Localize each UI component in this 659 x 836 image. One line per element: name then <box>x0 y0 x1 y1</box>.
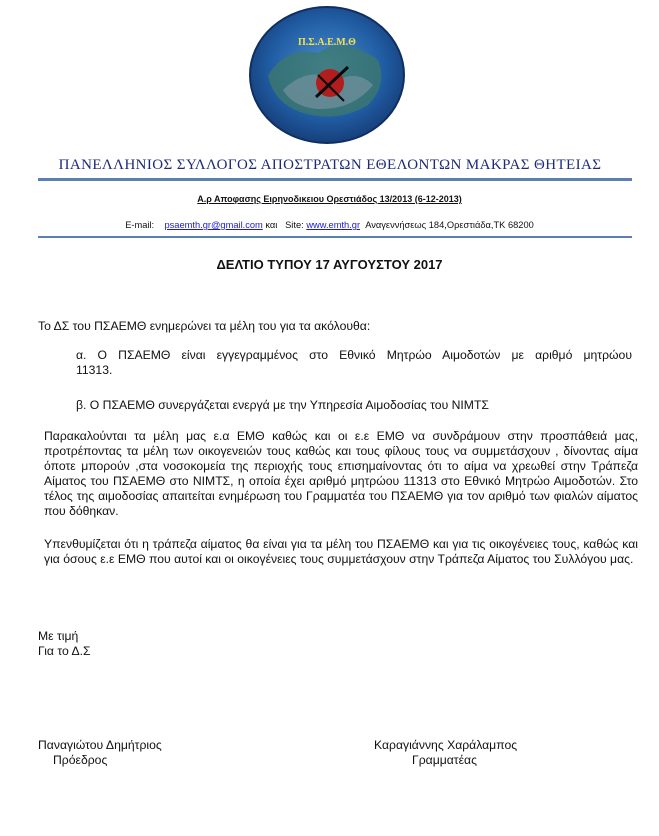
secretary-name: Καραγιάννης Χαράλαμπος <box>374 738 518 752</box>
president-name: Παναγιώτου Δημήτριος <box>38 738 162 752</box>
signature-secretary <box>374 738 517 768</box>
website-link[interactable]: www.emth.gr <box>306 220 361 230</box>
intro-paragraph: Το ΔΣ του ΠΣΑΕΜΘ ενημερώνει τα μέλη του για τα ακόλουθα: <box>38 319 371 333</box>
logo-text: Π.Σ.Α.Ε.Μ.Θ <box>298 37 356 48</box>
contact-line <box>0 220 659 230</box>
header-divider-bottom <box>38 236 632 238</box>
closing-line-2: Για το Δ.Σ <box>38 644 91 658</box>
signature-president <box>38 738 162 768</box>
organization-name: ΠΑΝΕΛΛΗΝΙΟΣ ΣΥΛΛΟΓΟΣ ΑΠΟΣΤΡΑΤΩΝ ΕΘΕΛΟΝΤΩΝ ΜΑΚΡΑΣ ΘΗΤΕΙΑΣ <box>58 157 602 173</box>
email-label: E-mail: <box>125 220 155 230</box>
closing-block <box>38 629 632 659</box>
and-text: και <box>265 220 278 230</box>
body-paragraph-1: Παρακαλούνται τα μέλη μας ε.α ΕΜΘ καθώς και οι ε.ε ΕΜΘ να συνδράμουν στην προσπάθειά μας, προτρέποντας τα μέλη των οικογενειών τους καθώς και τους φίλους τους να συμμετάσχουν , δίνοντας αίμα όποτε μπορούν ,στα νοσοκομεία της περιοχής τους επισημαίνοντας ότι το αίμα να χρεωθεί στην Τράπεζα Αίματος του ΠΣΑΕΜΘ στο ΝΙΜΤΣ, η οποία έχει αριθμό μητρώου 11313 στο Εθνικό Μητρώο Αιμοδοτών. Στο τέλος της αιμοδοσίας απαιτείται ενημέρωση του Γραμματέα του ΠΣΑΕΜΘ για τον αριθμό των φιαλών αίματος που δόθηκαν. <box>44 429 638 518</box>
secretary-role: Γραμματέας <box>412 753 477 767</box>
closing-line-1: Με τιμή <box>38 629 79 643</box>
list-item-a-line1: α. Ο ΠΣΑΕΜΘ είναι εγγεγραμμένος στο Εθνικό Μητρώο Αιμοδοτών με αριθμό μητρώου <box>76 348 632 362</box>
list-item-a <box>38 348 632 378</box>
list-item-a-line2: 11313. <box>76 363 113 377</box>
address: Αναγεννήσεως 184,Ορεστιάδα,ΤΚ 68200 <box>365 220 534 230</box>
body-paragraph-2: Υπενθυμίζεται ότι η τράπεζα αίματος θα είναι για τα μέλη του ΠΣΑΕΜΘ και για τις οικογένειες τους, καθώς και για όσους ε.ε ΕΜΘ που αυτοί και οι οικογένειες τους συμμετάσχουν στην Τράπεζα Αίματος του Συλλόγου μας. <box>44 537 638 566</box>
site-label: Site: <box>285 220 304 230</box>
president-role: Πρόεδρος <box>53 753 108 767</box>
header-divider-top <box>38 178 632 181</box>
list-item-b: β. Ο ΠΣΑΕΜΘ συνεργάζεται ενεργά με την Υπηρεσία Αιμοδοσίας του ΝΙΜΤΣ <box>76 398 489 412</box>
court-decision-reference: Α.ρ Αποφασης Ειρηνοδικειου Ορεστιάδος 13/2013 (6-12-2013) <box>197 194 462 204</box>
email-link[interactable]: psaemth.gr@gmail.com <box>164 220 263 230</box>
press-release-title: ΔΕΛΤΙΟ ΤΥΠΟΥ 17 ΑΥΓΟΥΣΤΟΥ 2017 <box>216 257 443 272</box>
organization-logo <box>248 5 406 145</box>
